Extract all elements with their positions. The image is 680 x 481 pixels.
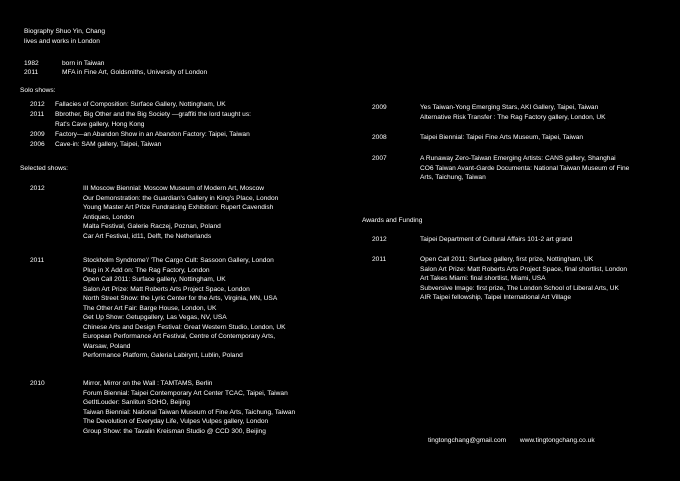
selected-line: Forum Biennial: Taipei Contemporary Art Center TCAC, Taipei, Taiwan <box>83 389 288 397</box>
bio-year: 2011 <box>24 69 39 76</box>
selected-line: III Moscow Biennial: Moscow Museum of Modern Art, Moscow <box>83 185 265 192</box>
solo-line: Rat's Cave gallery, Hong Kong <box>55 120 145 128</box>
selected-line: Antiques, London <box>83 213 135 221</box>
selected-line: Chinese Arts and Design Festival: Great Western Studio, London, UK <box>83 323 286 331</box>
right-show-line: Alternative Risk Transfer : The Rag Factory gallery, London, UK <box>420 113 606 121</box>
selected-line: Stockholm Syndrome'/ 'The Cargo Cult: Sassoon Gallery, London <box>83 257 274 264</box>
selected-line: Taiwan Biennial: National Taiwan Museum of Fine Arts, Taichung, Taiwan <box>83 408 296 416</box>
solo-year: 2006 <box>30 141 45 148</box>
selected-line: Salon Art Prize: Matt Roberts Arts Project Space, London <box>83 285 250 293</box>
award-year: 2012 <box>372 236 387 243</box>
selected-line: The Other Art Fair: Barge House, London, UK <box>83 304 217 312</box>
bio-text: born in Taiwan <box>62 60 105 67</box>
solo-shows-heading: Solo shows: <box>20 87 56 94</box>
selected-line: Mirror, Mirror on the Wall : TAMTAMS, Berlin <box>83 380 213 387</box>
selected-line: Malta Festival, Galerie Raczej, Poznan, Poland <box>83 223 221 230</box>
selected-line: European Performance Art Festival, Centre of Contemporary Arts, <box>83 333 276 340</box>
right-show-line: Taipei Biennial: Taipei Fine Arts Museum, Taipei, Taiwan <box>420 134 584 141</box>
right-show-line: CO6 Taiwan Avant-Garde Documenta: National Taiwan Museum of Fine <box>420 164 630 172</box>
selected-line: Our Demonstration: the Guardian's Gallery in King's Place, London <box>83 194 279 202</box>
selected-line: Car Art Festival, id11, Delft, the Netherlands <box>83 232 212 240</box>
selected-line: North Street Show: the Lyric Center for the Arts, Virginia, MN, USA <box>83 295 278 302</box>
solo-year: 2012 <box>30 101 45 108</box>
selected-year: 2010 <box>30 380 45 387</box>
solo-line: Fallacies of Composition: Surface Gallery, Nottingham, UK <box>55 101 226 108</box>
selected-line: Young Master Art Prize Fundraising Exhibition: Rupert Cavendish <box>83 204 274 211</box>
solo-year: 2009 <box>30 131 45 138</box>
selected-line: Warsaw, Poland <box>83 342 131 350</box>
selected-line: The Devolution of Everyday Life, Vulpes Vulpes gallery, London <box>83 418 269 425</box>
award-year: 2011 <box>372 256 387 263</box>
solo-line: Bbrother, Big Other and the Big Society —graffiti the lord taught us: <box>55 111 251 118</box>
right-show-line: A Runaway Zero-Taiwan Emerging Artists: CANS gallery, Shanghai <box>420 155 616 162</box>
solo-line: Factory—an Abandon Show in an Abandon Factory: Taipei, Taiwan <box>55 131 250 138</box>
right-show-year: 2009 <box>372 104 387 111</box>
award-line: AIR Taipei fellowship, Taipei International Art Village <box>420 294 572 301</box>
bio-text: MFA in Fine Art, Goldsmiths, University of London <box>62 69 208 76</box>
contact-website[interactable]: www.tingtongchang.co.uk <box>519 437 595 444</box>
selected-line: Get Up Show: Getupgallery, Las Vegas, NV, USA <box>83 314 227 321</box>
award-line: Art Takes Miami: final shortlist, Miami, USA <box>420 275 546 282</box>
right-show-line: Arts, Taichung, Taiwan <box>420 174 486 181</box>
selected-line: Group Show: the Tavalin Kreisman Studio @ CCD 300, Beijing <box>83 427 266 435</box>
biography-title: Biography Shuo Yin, Chang <box>24 28 106 35</box>
right-show-year: 2007 <box>372 155 387 162</box>
selected-shows-heading: Selected shows: <box>20 165 69 172</box>
solo-year: 2011 <box>30 111 45 118</box>
right-show-year: 2008 <box>372 134 387 141</box>
selected-line: GetItLouder: Sanlitun SOHO, Beijing <box>83 399 191 406</box>
selected-year: 2011 <box>30 257 45 264</box>
right-show-line: Yes Taiwan-Yong Emerging Stars, AKI Gallery, Taipei, Taiwan <box>420 104 599 111</box>
selected-line: Open Call 2011: Surface gallery, Nottingham, UK <box>83 276 226 283</box>
selected-year: 2012 <box>30 185 45 192</box>
award-line: Taipei Department of Cultural Affairs 101-2 art grand <box>420 236 573 243</box>
award-line: Open Call 2011: Surface gallery, first prize, Nottingham, UK <box>420 256 594 263</box>
award-line: Subversive Image: first prize, The London School of Liberal Arts, UK <box>420 284 619 292</box>
contact-email[interactable]: tingtongchang@gmail.com <box>428 437 507 444</box>
selected-line: Plug in X Add on: The Rag Factory, London <box>83 266 210 274</box>
contact-line <box>428 436 595 446</box>
award-line: Salon Art Prize: Matt Roberts Arts Project Space, final shortlist, London <box>420 265 628 273</box>
biography-subtitle: lives and works in London <box>24 38 100 45</box>
selected-line: Performance Platform, Galeria Labirynt, Lublin, Poland <box>83 352 243 359</box>
awards-heading: Awards and Funding <box>362 217 423 224</box>
bio-year: 1982 <box>24 60 39 67</box>
solo-line: Cave-in: SAM gallery, Taipei, Taiwan <box>55 141 162 148</box>
